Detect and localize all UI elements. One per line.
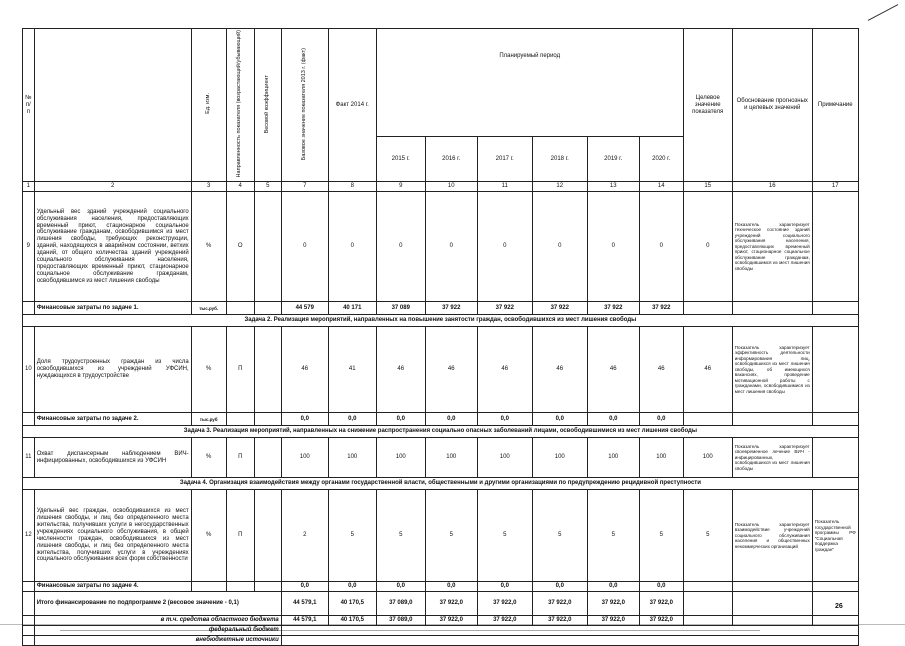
finance-value: 40 171 [328,302,376,315]
header-direction: Направленность показателя (возрастающий/убывающий) [226,29,254,182]
header-row-1 [23,29,859,137]
total-label: Итого финансирование по подпрограмме 2 (весовое значение - 0,1) [34,592,281,616]
col-number: 2 [34,182,191,192]
note-cell [812,192,858,302]
row-number: 11 [23,438,35,478]
value-cell: 100 [587,438,639,478]
value-cell: 100 [281,438,328,478]
finance-value: 37 089 [376,302,425,315]
finance-value: 0,0 [376,413,425,426]
empty-cell [732,592,812,616]
empty-cell [23,626,35,636]
regional-value: 37 922,0 [532,616,587,626]
finance-value: 0,0 [328,582,376,592]
empty-cell [812,302,858,315]
col-number: 9 [376,182,425,192]
unit-cell: % [191,192,226,302]
finance-value: 0,0 [532,582,587,592]
header-no: № п/п [23,29,35,182]
regional-value: 37 922,0 [587,616,639,626]
finance-label: Финансовые затраты по задаче 4. [34,582,191,592]
task-4-title: Задача 4. Организация взаимодействия между органами государственной власти, общественными и другими организациями по предупреждению рецидивной преступности [23,478,859,490]
extra-budget-row [23,636,859,646]
empty-cell [226,582,254,592]
value-cell: 41 [328,327,376,413]
col-number: 5 [254,182,281,192]
finance-row-task-4 [23,582,859,592]
value-cell: 46 [281,327,328,413]
total-row [23,592,859,616]
empty-cell [683,616,732,626]
value-cell: 46 [425,327,477,413]
finance-value: 0,0 [532,413,587,426]
direction-cell: О [226,192,254,302]
header-year: 2020 г. [639,137,683,182]
note-cell [812,438,858,478]
unit-cell: % [191,490,226,582]
col-number: 13 [587,182,639,192]
col-number: 4 [226,182,254,192]
unit-cell: % [191,438,226,478]
finance-unit: тыс.руб. [191,302,226,315]
row-number: 10 [23,327,35,413]
header-fact: Факт 2014 г. [328,29,376,182]
col-number: 10 [425,182,477,192]
direction-cell: П [226,490,254,582]
indicator-table [22,28,859,646]
col-number: 12 [532,182,587,192]
basis-cell: Показатель характеризует своевременное лечение ВИЧ - инфицированных, освободившихся из мест лишения свободы [732,438,812,478]
value-cell: 0 [639,192,683,302]
col-number: 15 [683,182,732,192]
col-number: 11 [477,182,532,192]
weight-cell [254,327,281,413]
empty-cell [23,302,35,315]
weight-cell [254,192,281,302]
indicator-row-11 [23,438,859,478]
finance-row-task-2 [23,413,859,426]
empty-cell [254,413,281,426]
col-number: 7 [281,182,328,192]
header-year: 2017 г. [477,137,532,182]
value-cell: 46 [532,327,587,413]
value-cell: 0 [532,192,587,302]
col-number: 16 [732,182,812,192]
col-number: 1 [23,182,35,192]
value-cell: 0 [328,192,376,302]
header-weight: Весовой коэффициент [254,29,281,182]
header-unit: Ед. изм. [191,29,226,182]
empty-cell [683,413,732,426]
page-number: 26 [835,603,843,610]
value-cell: 0 [281,192,328,302]
regional-value: 44 579,1 [281,616,328,626]
empty-cell [812,582,858,592]
value-cell: 46 [639,327,683,413]
header-basis: Обоснование прогнозных и целевых значений [732,29,812,182]
value-cell: 100 [328,438,376,478]
finance-value: 37 922 [425,302,477,315]
federal-budget-row [23,626,859,636]
header-planned: Планируемый период [376,29,683,137]
value-cell: 5 [328,490,376,582]
task-2-title: Задача 2. Реализация мероприятий, направленных на повышение занятости граждан, освободившихся из мест лишения свободы [23,315,859,327]
indicator-text: Удельный вес граждан, освободившихся из мест лишения свободы, и лиц без определенного места жительства, получивших услуги в негосударственных учреждениях социального обслуживания, в общей численности граждан, освободившихся из мест лишения свободы, и лиц без определенного места жительства, получивших услуги в учреждениях социального обслуживания всех форм собственности [34,490,191,582]
header-base: Базовое значение показателя 2013 г. (факт) [281,29,328,182]
col-number: 8 [328,182,376,192]
row-number: 12 [23,490,35,582]
header-indicator-name [34,29,191,182]
total-value: 44 579,1 [281,592,328,616]
indicator-row-10 [23,327,859,413]
empty-cell [683,302,732,315]
empty-cell [683,592,732,616]
value-cell: 5 [477,490,532,582]
value-cell: 0 [477,192,532,302]
total-value: 37 922,0 [425,592,477,616]
direction-cell: П [226,438,254,478]
total-value: 37 922,0 [532,592,587,616]
finance-value: 0,0 [477,582,532,592]
total-value: 37 089,0 [376,592,425,616]
regional-value: 37 922,0 [477,616,532,626]
finance-value: 37 922 [532,302,587,315]
header-year: 2016 г. [425,137,477,182]
finance-value: 0,0 [587,582,639,592]
weight-cell [254,490,281,582]
column-number-row [23,182,859,192]
finance-unit: тыс.руб [191,413,226,426]
finance-value: 0,0 [425,413,477,426]
total-value: 40 170,5 [328,592,376,616]
empty-cell [254,302,281,315]
value-cell: 46 [587,327,639,413]
value-cell: 100 [425,438,477,478]
value-cell: 0 [425,192,477,302]
value-cell: 100 [477,438,532,478]
empty-cell [683,582,732,592]
value-cell: 5 [425,490,477,582]
value-cell: 2 [281,490,328,582]
value-cell: 0 [376,192,425,302]
note-cell: Показатель государственной программы РФ "Социальная поддержка граждан" [812,490,858,582]
indicator-text: Удельный вес зданий учреждений социального обслуживания населения, предоставляющих временный приют, стационарное социальное обслуживание гражданам, освободившимся из мест лишения свободы, требующих реконструкции, зданий, находящихся в аварийном состоянии, ветхих зданий, от общего количества зданий учреждений социального обслуживания населения, предоставляющих временный приют, стационарное социальное обслуживание гражданам, освободившимся из мест лишения свободы [34,192,191,302]
note-cell [812,327,858,413]
finance-value: 0,0 [281,413,328,426]
task-2-row [23,315,859,327]
weight-cell [254,438,281,478]
indicator-row-9 [23,192,859,302]
empty-cell [254,582,281,592]
empty-cell [812,413,858,426]
empty-cell [23,636,35,646]
value-cell: 46 [376,327,425,413]
regional-value: 37 089,0 [376,616,425,626]
header-year: 2015 г. [376,137,425,182]
empty-cell [732,582,812,592]
finance-value: 0,0 [425,582,477,592]
empty-cell [732,302,812,315]
col-number: 14 [639,182,683,192]
federal-label: федеральный бюджет [34,626,281,636]
regional-value: 37 922,0 [639,616,683,626]
finance-value: 0,0 [376,582,425,592]
finance-value: 0,0 [281,582,328,592]
task-3-title: Задача 3. Реализация мероприятий, направленных на снижение распространения социально опасных заболеваний лицами, освободившимися из мест лишения свободы [23,426,859,438]
empty-cell [23,592,35,616]
total-value: 37 922,0 [587,592,639,616]
basis-cell: Показатель характеризует взаимодействие учреждений социального обслуживания населения и общественных некоммерческих организаций [732,490,812,582]
empty-cell [281,636,858,646]
basis-cell: Показатель характеризует техническое состояние зданий учреждений социального обслуживания населения, предоставляющих временный приют, стационарное социальное обслуживание гражданам, освободившимся из мест лишения свободы [732,192,812,302]
basis-cell: Показатель характеризует эффективность деятельности информирования лиц, освободившихся из мест лишения свободы, об имеющихся вакансиях, проведение мотивационной работы с гражданами, освободившимися из мест лишения свободы [732,327,812,413]
finance-value: 0,0 [477,413,532,426]
total-value: 37 922,0 [639,592,683,616]
task-4-row [23,478,859,490]
finance-label: Финансовые затраты по задаче 1. [34,302,191,315]
finance-label: Финансовые затраты по задаче 2. [34,413,191,426]
empty-cell [23,413,35,426]
finance-value: 0,0 [328,413,376,426]
header-note: Примечание [812,29,858,182]
finance-value: 37 922 [477,302,532,315]
extra-label: внебюджетные источники [34,636,281,646]
value-cell: 5 [587,490,639,582]
empty-cell [226,413,254,426]
finance-value: 44 579 [281,302,328,315]
indicator-row-12 [23,490,859,582]
finance-value: 37 922 [587,302,639,315]
empty-cell [812,616,858,626]
target-cell: 0 [683,192,732,302]
value-cell: 5 [639,490,683,582]
indicator-table-sheet [22,28,859,646]
value-cell: 0 [587,192,639,302]
finance-value: 0,0 [587,413,639,426]
finance-unit [191,582,226,592]
col-number: 3 [191,182,226,192]
task-3-row [23,426,859,438]
regional-value: 40 170,5 [328,616,376,626]
col-number: 17 [812,182,858,192]
finance-value: 0,0 [639,582,683,592]
header-year: 2018 г. [532,137,587,182]
target-cell: 46 [683,327,732,413]
finance-value: 37 922 [639,302,683,315]
finance-row-task-1 [23,302,859,315]
empty-cell [23,616,35,626]
target-cell: 100 [683,438,732,478]
value-cell: 46 [477,327,532,413]
target-cell: 5 [683,490,732,582]
value-cell: 100 [376,438,425,478]
indicator-text: Доля трудоустроенных граждан из числа освободившихся из учреждений УФСИН, нуждающихся в трудоустройстве [34,327,191,413]
empty-cell [281,626,858,636]
direction-cell: П [226,327,254,413]
finance-value: 0,0 [639,413,683,426]
header-year: 2019 г. [587,137,639,182]
indicator-text: Охват диспансерным наблюдением ВИЧ-инфицированных, освободившихся из УФСИН [34,438,191,478]
empty-cell [732,616,812,626]
value-cell: 5 [376,490,425,582]
scan-stroke-top-right [868,4,898,21]
row-number: 9 [23,192,35,302]
empty-cell [226,302,254,315]
regional-budget-row [23,616,859,626]
regional-value: 37 922,0 [425,616,477,626]
unit-cell: % [191,327,226,413]
value-cell: 100 [532,438,587,478]
header-target: Целевое значение показателя [683,29,732,182]
value-cell: 5 [532,490,587,582]
empty-cell [732,413,812,426]
empty-cell [23,582,35,592]
regional-label: в т.ч. средства областного бюджета [34,616,281,626]
value-cell: 100 [639,438,683,478]
total-value: 37 922,0 [477,592,532,616]
